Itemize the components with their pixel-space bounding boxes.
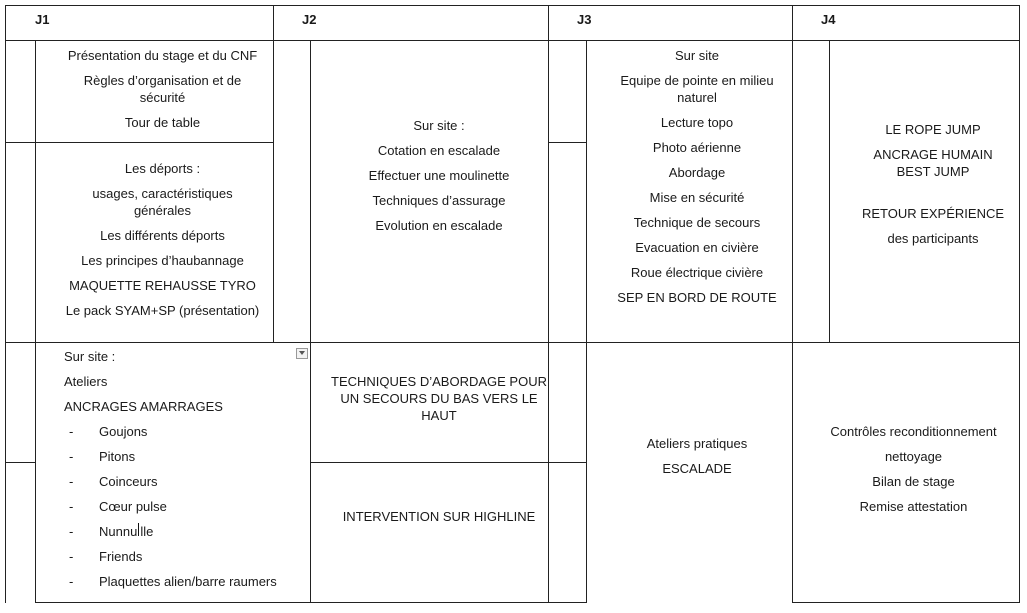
- j2-item: Effectuer une moulinette: [368, 168, 510, 183]
- j1-item: ANCRAGES AMARRAGES: [64, 399, 223, 414]
- header-j2: J2: [302, 12, 317, 27]
- j1-lower-separator: [5, 462, 35, 463]
- j4-item: RETOUR EXPÉRIENCE: [861, 206, 1005, 221]
- j2-abordage-block: [330, 373, 548, 432]
- j4-item: Contrôles reconditionnement: [830, 424, 997, 439]
- j2-morning-block: [320, 117, 558, 242]
- j1-item: Présentation du stage et du CNF: [67, 48, 258, 63]
- j3-item: Equipe de pointe en milieu naturel: [620, 73, 774, 105]
- j3-item: Abordage: [668, 165, 726, 180]
- header-j1: J1: [35, 12, 50, 27]
- j1-deports-block: [50, 160, 275, 327]
- j2-item: Cotation en escalade: [377, 143, 501, 158]
- j1-afternoon-block[interactable]: [64, 348, 304, 598]
- j1-gutter-line: [35, 40, 36, 603]
- j4-bottom-border: [792, 602, 1020, 603]
- j1-item: usages, caractéristiques générales: [92, 186, 233, 218]
- j2-item: Evolution en escalade: [375, 218, 503, 233]
- list-item: - Cœur pulse: [69, 499, 167, 514]
- j1-item: Les principes d’haubannage: [81, 253, 244, 268]
- j3-item: Technique de secours: [633, 215, 761, 230]
- j2-item: INTERVENTION SUR HIGHLINE: [342, 509, 536, 524]
- j2-item: Techniques d’assurage: [372, 193, 506, 208]
- j3-item: Mise en sécurité: [649, 190, 745, 205]
- j1-morning-block: [50, 47, 275, 139]
- list-item[interactable]: - Nunnu lle: [69, 524, 154, 539]
- j3-morning-block: [597, 47, 797, 314]
- j2-lower-separator: [310, 462, 586, 463]
- j1-item: MAQUETTE REHAUSSE TYRO: [69, 278, 256, 293]
- list-bullet: -: [69, 574, 74, 589]
- table-border-left: [5, 5, 6, 603]
- j2-gutter-line: [310, 40, 311, 603]
- list-item: - Coinceurs: [69, 474, 158, 489]
- j2-item: Sur site :: [413, 118, 465, 133]
- j4-gutter-line: [829, 40, 830, 343]
- list-item: - Friends: [69, 549, 143, 564]
- j2-bottom-border: [273, 602, 586, 603]
- list-bullet: -: [69, 449, 74, 464]
- j1-item: Sur site :: [64, 349, 116, 364]
- list-bullet: -: [69, 474, 74, 489]
- j4-item: Remise attestation: [859, 499, 968, 514]
- j3-item: Evacuation en civière: [635, 240, 759, 255]
- j3-item: Sur site: [674, 48, 720, 63]
- list-item: - Plaquettes alien/barre raumers: [69, 574, 277, 589]
- text-cursor: [138, 523, 139, 536]
- j4-item: des participants: [887, 231, 979, 246]
- list-bullet: -: [69, 549, 74, 564]
- j4-morning-block: [833, 121, 1027, 255]
- header-row-separator: [5, 40, 1020, 41]
- j1-item: Les déports :: [124, 161, 201, 176]
- j4-item: ANCRAGE HUMAIN BEST JUMP: [873, 147, 993, 179]
- table-border-top: [5, 5, 1020, 6]
- j3-item: Photo aérienne: [652, 140, 742, 155]
- row-separator-afternoon: [5, 342, 1020, 343]
- j3-gutter-line: [586, 40, 587, 603]
- j3-item: SEP EN BORD DE ROUTE: [617, 290, 777, 305]
- list-item: - Goujons: [69, 424, 148, 439]
- j1-item: Les différents déports: [100, 228, 225, 243]
- j4-item: LE ROPE JUMP: [885, 122, 981, 137]
- j1-item: Le pack SYAM+SP (présentation): [65, 303, 260, 318]
- j1-item: Règles d’organisation et de sécurité: [83, 73, 242, 105]
- j1-item: Tour de table: [124, 115, 201, 130]
- list-bullet: -: [69, 424, 74, 439]
- j3-item: Roue électrique civière: [630, 265, 764, 280]
- j4-item: nettoyage: [884, 449, 943, 464]
- j3-item: Ateliers pratiques: [646, 436, 748, 451]
- list-bullet: -: [69, 524, 74, 539]
- j3-item: ESCALADE: [662, 461, 732, 476]
- list-bullet: -: [69, 499, 74, 514]
- j1-row-separator: [5, 142, 273, 143]
- j1-item: Ateliers: [64, 374, 108, 389]
- j4-item: Bilan de stage: [872, 474, 955, 489]
- header-j4: J4: [821, 12, 836, 27]
- j4-afternoon-block: [806, 423, 1021, 523]
- j1-bottom-border: [35, 602, 273, 603]
- header-j3: J3: [577, 12, 592, 27]
- j3-item: Lecture topo: [660, 115, 734, 130]
- list-item: - Pitons: [69, 449, 136, 464]
- j3-afternoon-block: [597, 435, 797, 485]
- j2-highline-block: [320, 508, 558, 533]
- j2-item: TECHNIQUES D’ABORDAGE POUR UN SECOURS DU BAS VERS LE HAUT: [331, 374, 547, 423]
